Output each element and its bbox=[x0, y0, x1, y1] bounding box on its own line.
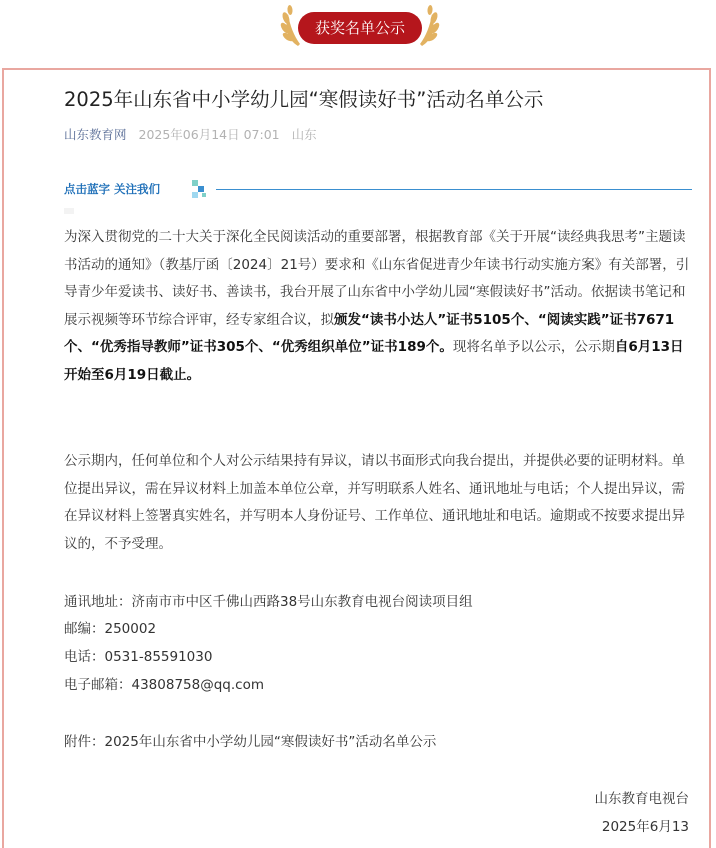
decorative-mark bbox=[64, 208, 74, 214]
article-title: 2025年山东省中小学幼儿园“寒假读好书”活动名单公示 bbox=[64, 88, 544, 111]
signature-date: 2025年6月13 bbox=[601, 819, 689, 835]
follow-divider-line bbox=[216, 189, 692, 190]
attachment-note: 附件：2025年山东省中小学幼儿园“寒假读好书”活动名单公示 bbox=[64, 734, 437, 750]
publicity-period: 自6月13日开始至6月19日截止。 bbox=[64, 339, 684, 383]
article-source-link[interactable]: 山东教育网 bbox=[64, 127, 127, 142]
paragraph-text: 为深入贯彻党的二十大关于深化全民阅读活动的重要部署，根据教育部《关于开展“读经典我思考”主题读书活动的通知》（教基厅函〔2024〕21号）要求和《山东省促进青少年读书行动实施方案》有关部署，引导青少年爱读书、读好书、善读书，我台开展了山东省中小学幼儿园“寒假读好书”活动。依据读书笔记和展示视频等环节综合评审，经专家组合议，拟 bbox=[64, 229, 690, 328]
article-card bbox=[2, 68, 711, 848]
award-badge bbox=[278, 4, 442, 48]
article-location: 山东 bbox=[291, 127, 317, 142]
article-datetime: 2025年06月14日 07:01 bbox=[138, 127, 280, 142]
award-banner bbox=[0, 0, 716, 66]
follow-us-bar[interactable] bbox=[64, 180, 694, 200]
objection-paragraph: 公示期内，任何单位和个人对公示结果持有异议，请以书面形式向我台提出，并提供必要的证明材料。单位提出异议，需在异议材料上加盖本单位公章，并写明联系人姓名、通讯地址与电话；个人提出异议，需在异议材料上签署真实姓名，并写明本人身份证号、工作单位、通讯地址和电话。逾期或不按要求提出异议的，不予受理。 bbox=[64, 453, 685, 552]
announcement-paragraph bbox=[64, 224, 696, 389]
paragraph-text-2: 现将名单予以公示，公示期 bbox=[452, 339, 615, 355]
signature-org: 山东教育电视台 bbox=[594, 791, 689, 807]
article-meta bbox=[64, 125, 317, 143]
certificate-counts: 颁发“读书小达人”证书5105个、“阅读实践”证书7671个、“优秀指导教师”证书305个、“优秀组织单位”证书189个。 bbox=[64, 311, 675, 355]
laurel-right-icon bbox=[416, 4, 442, 48]
follow-squares-icon bbox=[192, 180, 208, 198]
contact-postcode: 邮编：250002 bbox=[64, 621, 157, 637]
contact-email: 电子邮箱：43808758@qq.com bbox=[64, 677, 264, 693]
award-list-badge: 获奖名单公示 bbox=[298, 12, 422, 44]
contact-phone: 电话：0531-85591030 bbox=[64, 649, 213, 665]
contact-address: 通讯地址：济南市市中区千佛山西路38号山东教育电视台阅读项目组 bbox=[64, 594, 473, 610]
follow-us-label[interactable]: 点击蓝字 关注我们 bbox=[64, 182, 161, 196]
